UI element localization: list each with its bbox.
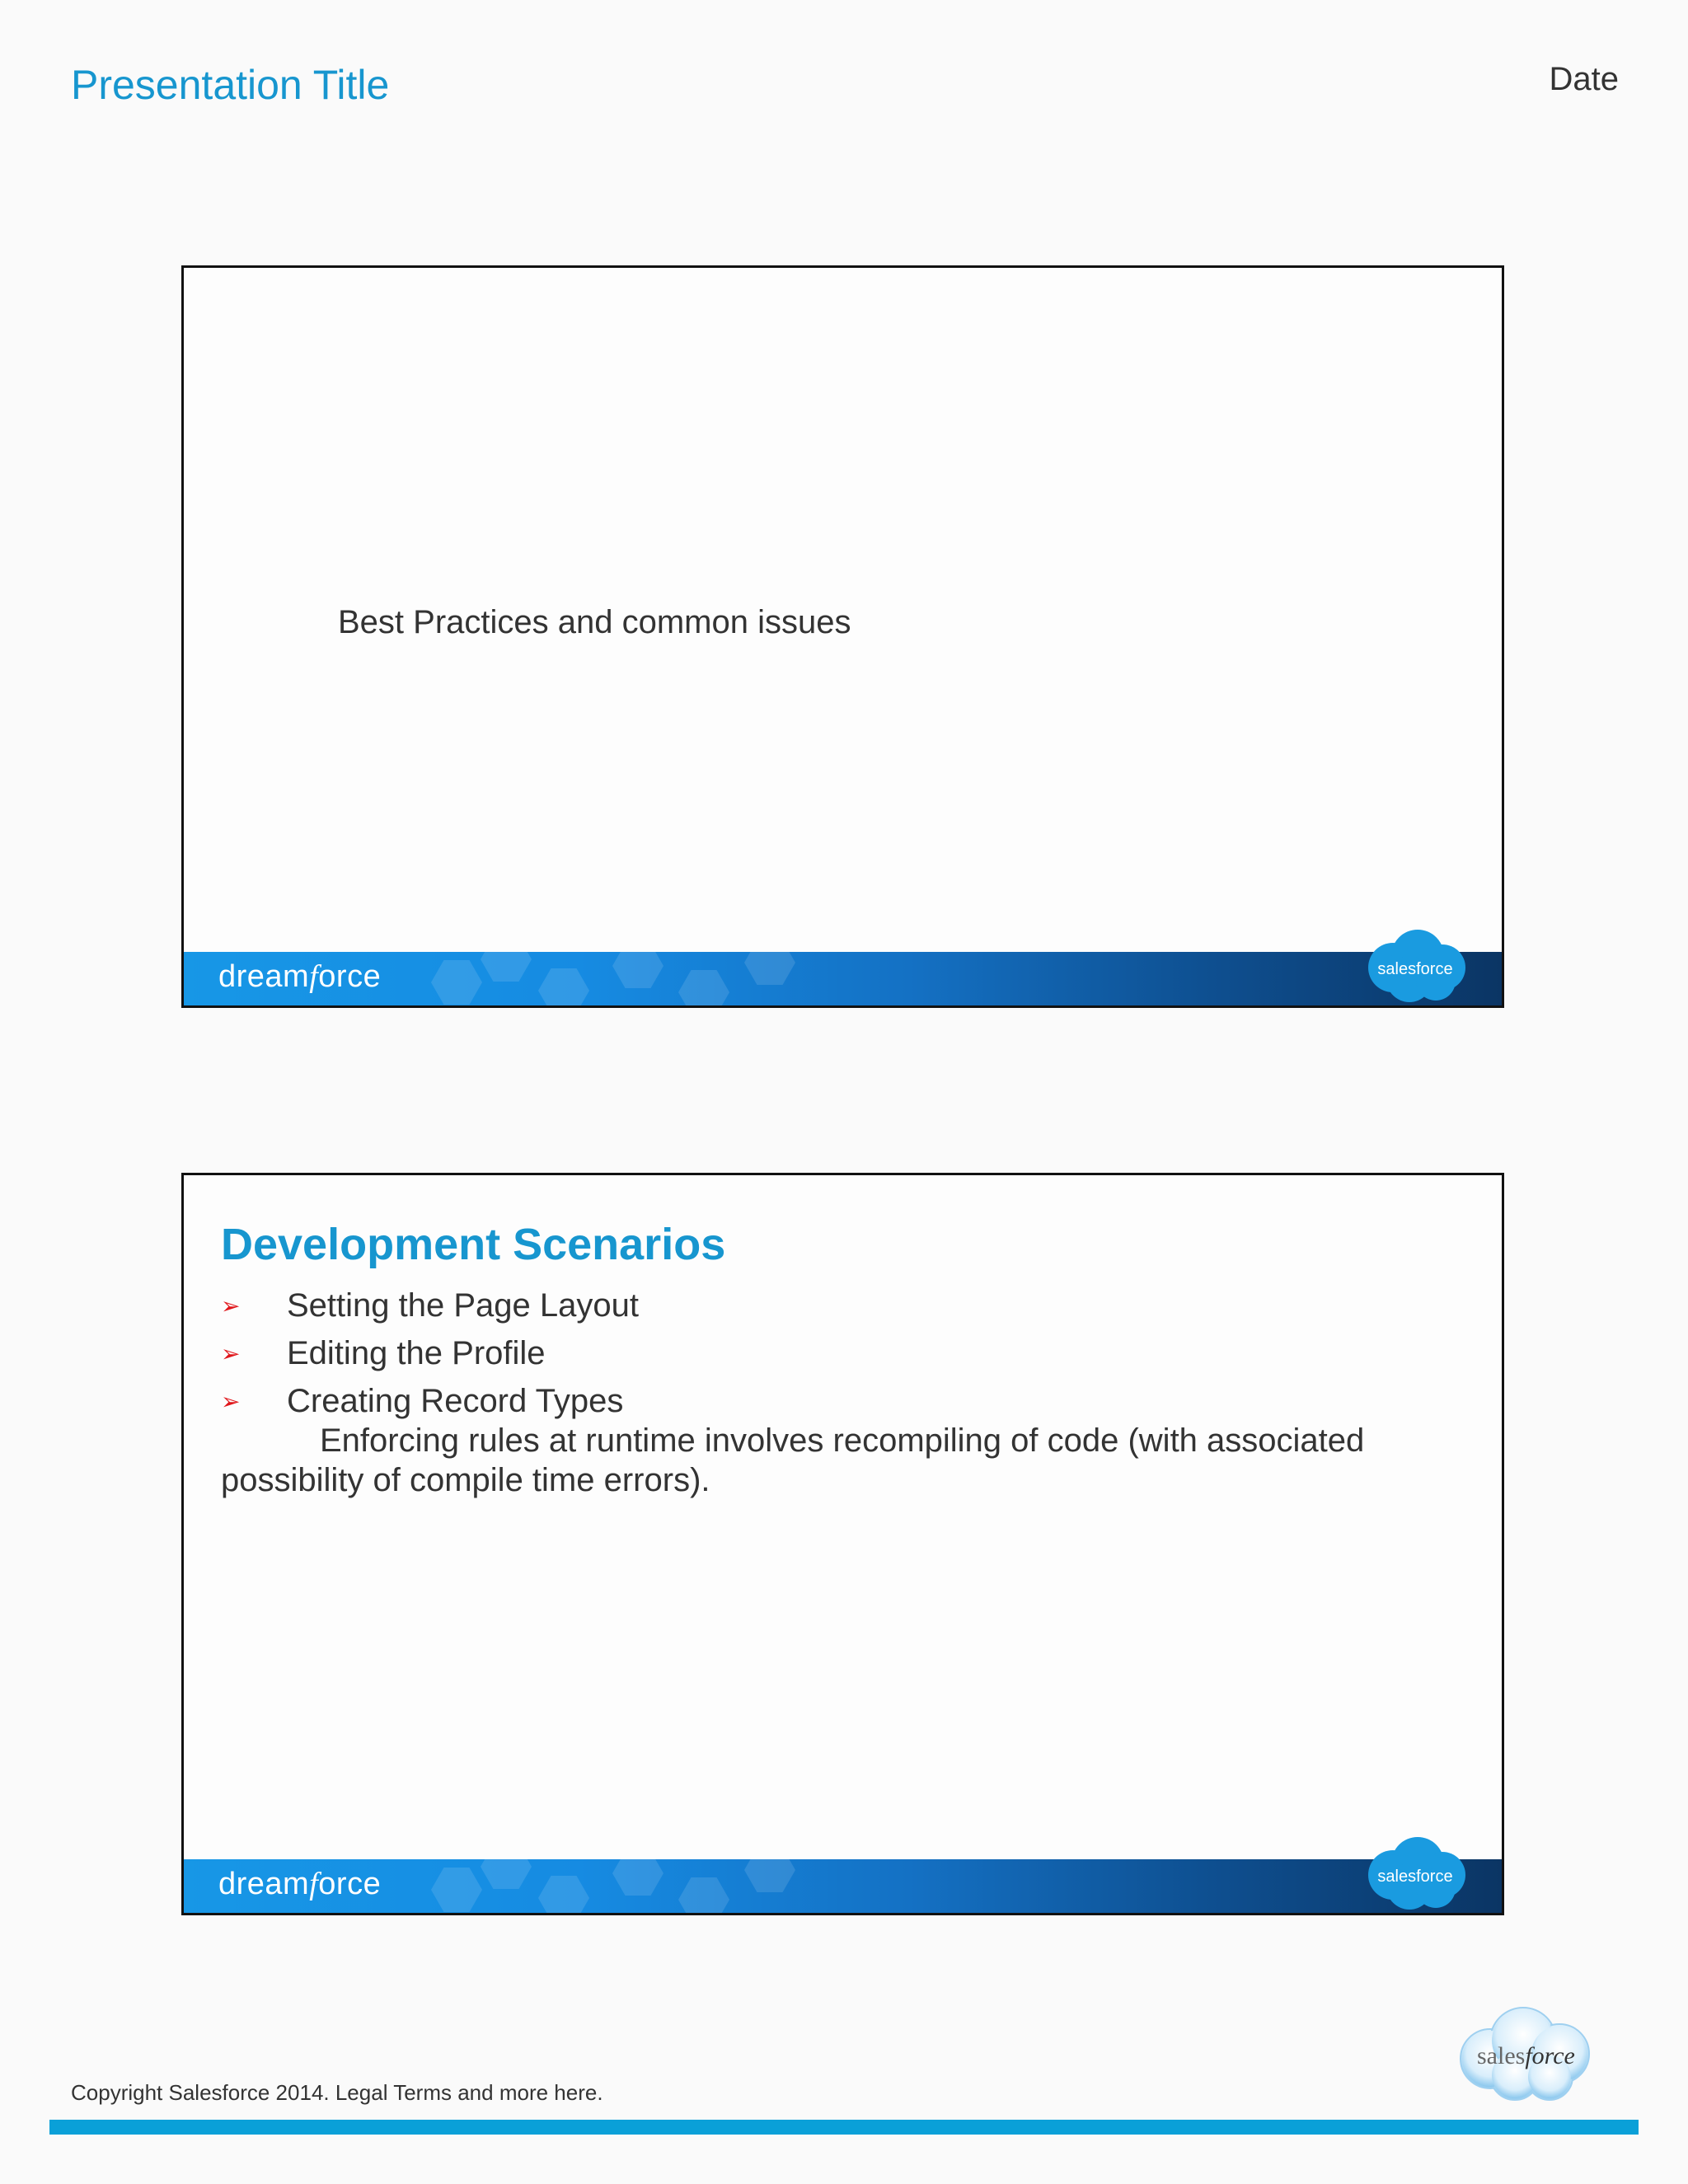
dreamforce-logo: dreamforce [218, 1867, 382, 1901]
presentation-title: Presentation Title [71, 62, 390, 108]
slide-1-text: Best Practices and common issues [338, 604, 851, 640]
list-item: ➢ Editing the Profile [221, 1334, 546, 1371]
svg-text:salesforce: salesforce [1477, 2042, 1575, 2069]
svg-text:salesforce: salesforce [1377, 1868, 1453, 1886]
dreamforce-logo: dreamforce [218, 959, 382, 994]
slide-2-paragraph: Enforcing rules at runtime involves recompiling of code (with associated possibility of compile time errors). [221, 1422, 1365, 1498]
salesforce-cloud-icon [1360, 928, 1470, 1004]
salesforce-cloud-icon [1360, 1835, 1470, 1911]
copyright-text: Copyright Salesforce 2014. Legal Terms and more here. [71, 2080, 603, 2105]
slide-2-footer-banner [184, 1859, 1502, 1913]
list-item: ➢ Setting the Page Layout [221, 1286, 639, 1324]
slide-1-footer-banner [184, 952, 1502, 1005]
slide-2-title: Development Scenarios [221, 1220, 726, 1269]
svg-text:salesforce: salesforce [1377, 960, 1453, 978]
list-item: ➢ Creating Record Types [221, 1382, 624, 1419]
slide-2-thumbnail [181, 1173, 1504, 1915]
salesforce-logo-icon [1452, 2001, 1599, 2103]
arrow-bullet-icon: ➢ [221, 1388, 241, 1414]
arrow-bullet-icon: ➢ [221, 1340, 241, 1366]
arrow-bullet-icon: ➢ [221, 1292, 241, 1319]
slide-1-thumbnail [181, 265, 1504, 1008]
bullet-list [221, 1282, 639, 1425]
date-label: Date [1549, 61, 1619, 97]
footer-rule [49, 2120, 1639, 2135]
